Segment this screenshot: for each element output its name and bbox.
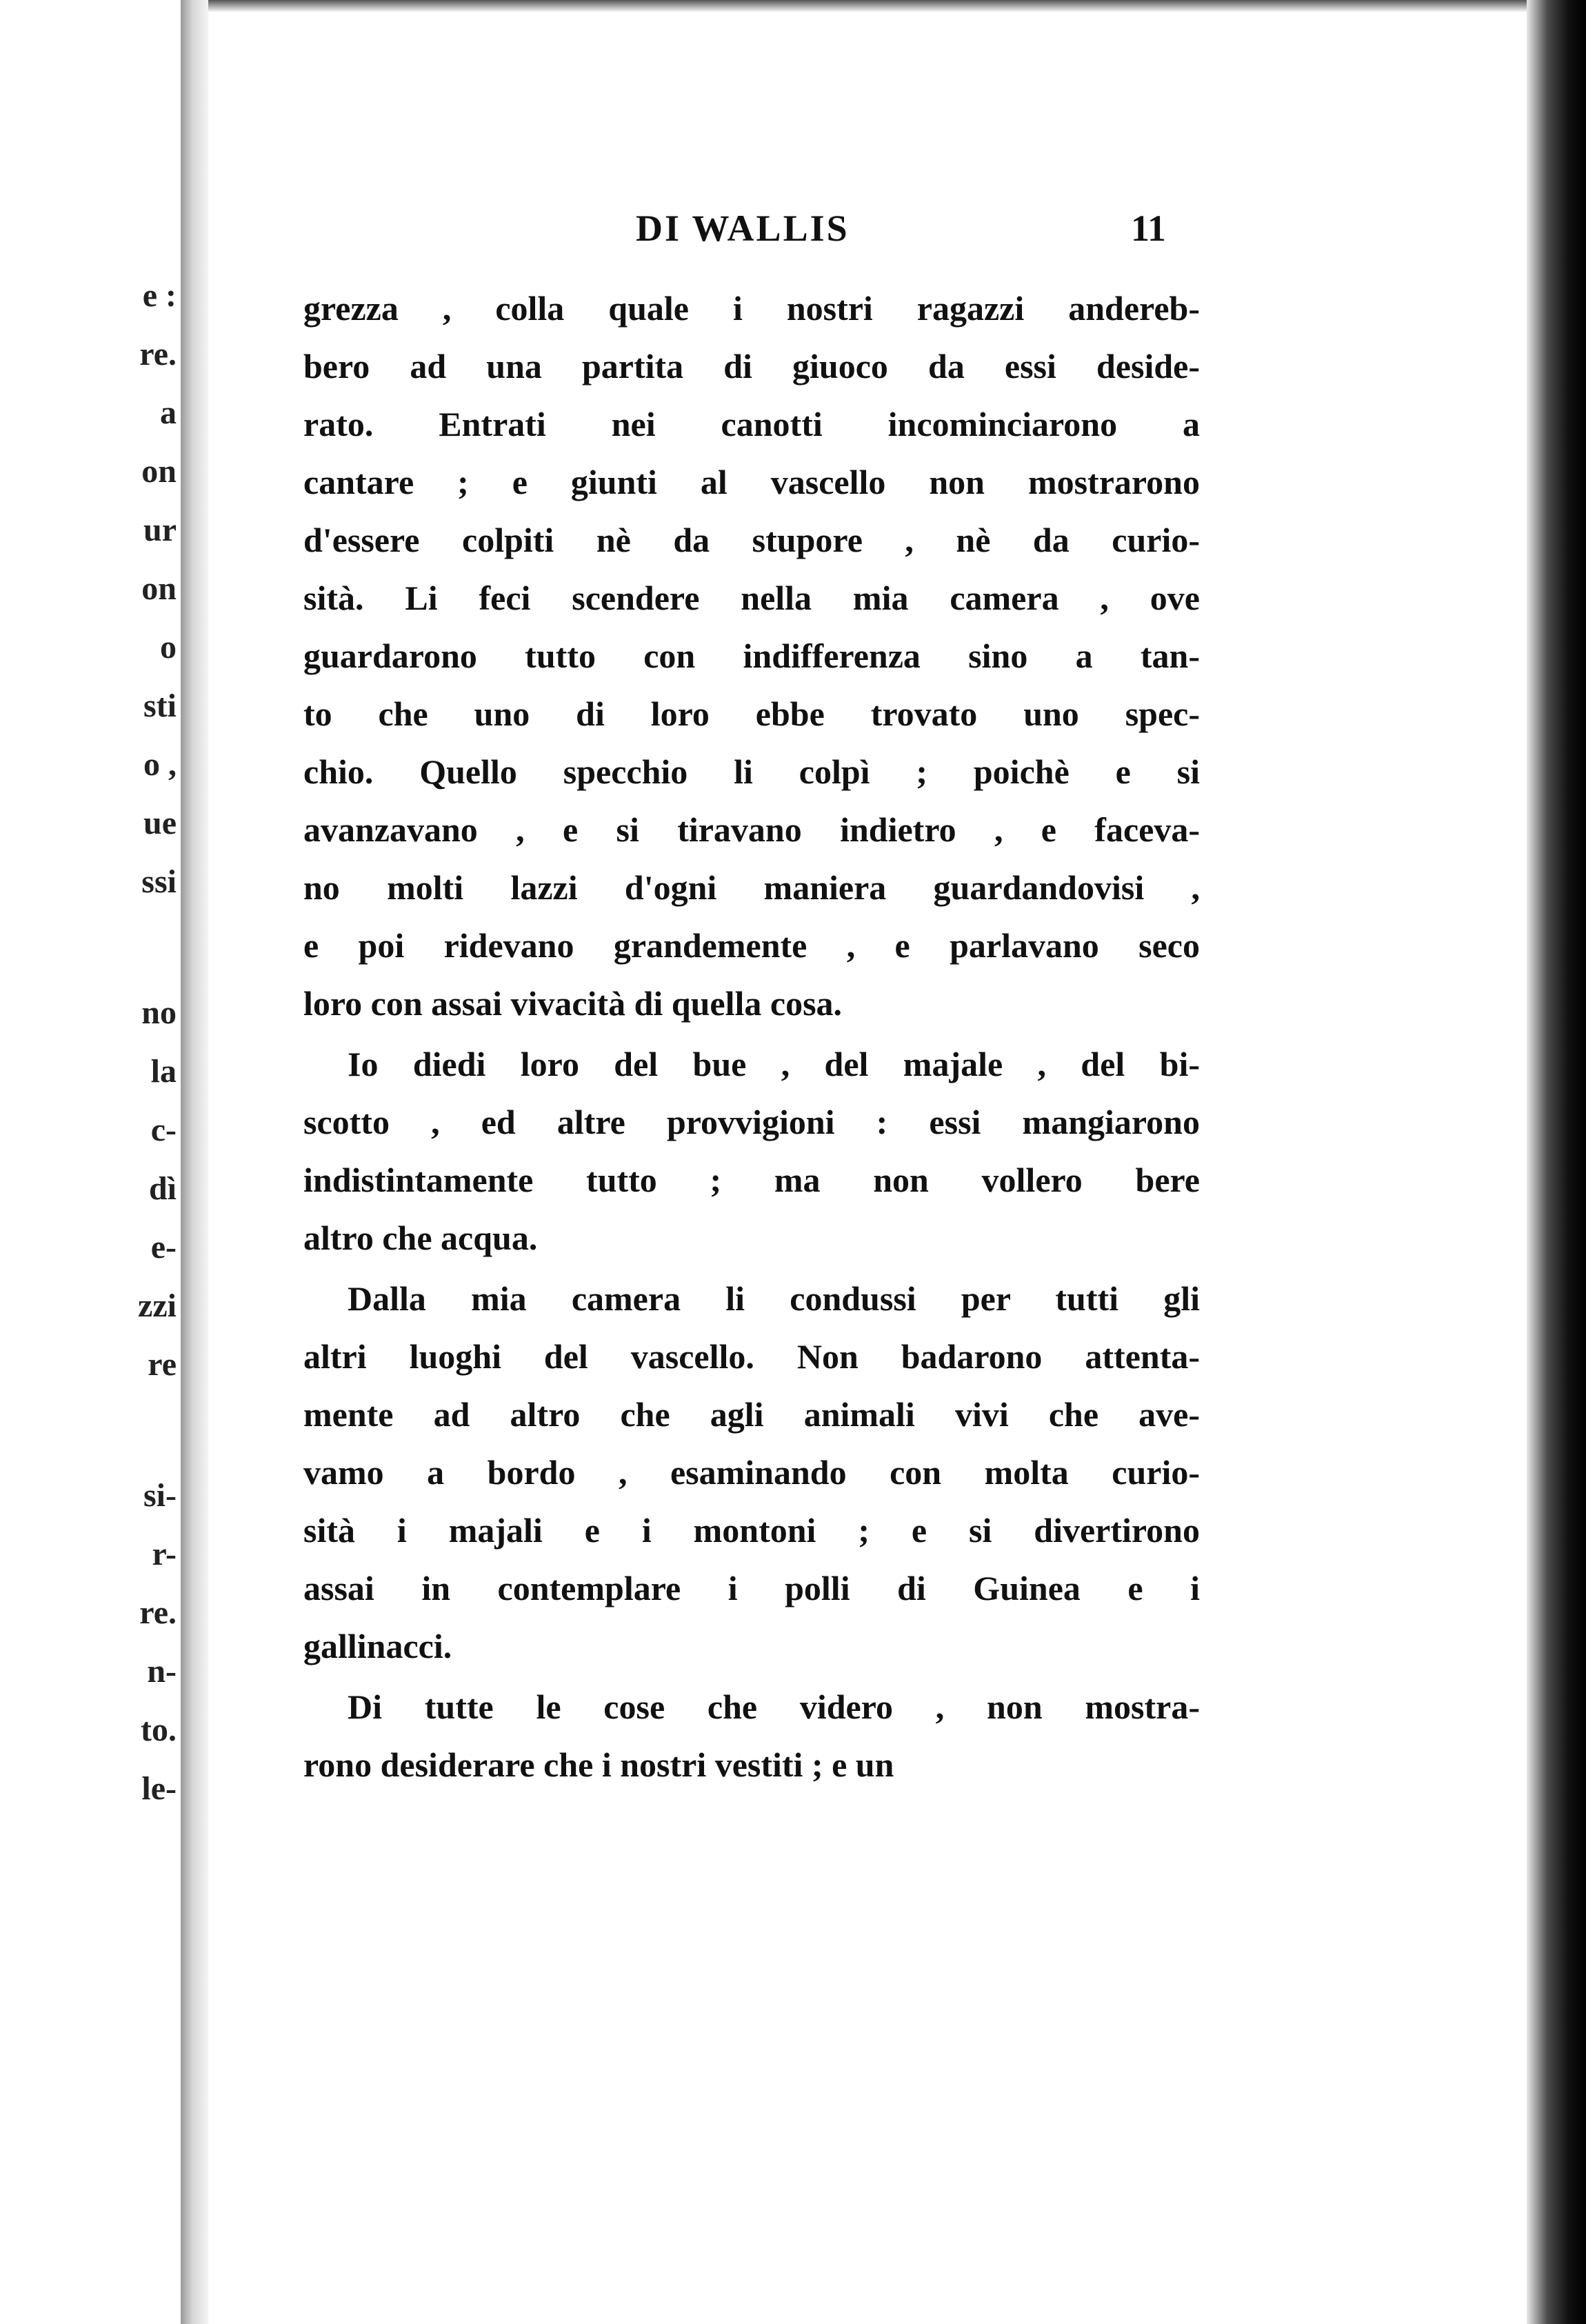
left-fragment: e :: [142, 277, 177, 314]
text-line: chio. Quello specchio li colpì ; poichè e si: [303, 752, 1200, 791]
text-line: vamo a bordo , esaminando con molta curio-: [303, 1453, 1200, 1492]
left-fragment: no: [141, 994, 177, 1031]
left-fragment: on: [141, 570, 177, 607]
paragraph: [303, 279, 1200, 1032]
text-line: altro che acqua.: [303, 1219, 538, 1257]
left-fragment: r-: [152, 1536, 177, 1572]
running-head: DI WALLIS: [636, 208, 850, 249]
left-fragment: to.: [141, 1712, 177, 1748]
text-line: e poi ridevano grandemente , e parlavano seco: [303, 926, 1200, 965]
text-line: rono desiderare che i nostri vestiti ; e un: [303, 1745, 894, 1784]
text-line: sità i majali e i montoni ; e si divertirono: [303, 1511, 1200, 1550]
left-fragment: le-: [141, 1770, 177, 1807]
left-fragment: o: [160, 629, 177, 665]
body-text: [303, 279, 1200, 1794]
left-fragment: ssi: [141, 863, 177, 900]
text-line: guardarono tutto con indifferenza sino a tan-: [303, 637, 1200, 675]
left-fragment: zzi: [138, 1288, 177, 1324]
right-page-edge-shadow: [1527, 0, 1586, 2324]
page-number: 11: [1131, 208, 1167, 249]
left-fragment: ur: [143, 512, 177, 548]
left-fragment: re.: [139, 336, 177, 372]
left-fragment: la: [150, 1053, 177, 1090]
left-fragment-gap: [94, 1394, 177, 1466]
text-line: mente ad altro che agli animali vivi che ave-: [303, 1395, 1200, 1434]
left-fragment: n-: [147, 1653, 177, 1690]
left-fragment: re: [148, 1346, 177, 1383]
text-line: sità. Li feci scendere nella mia camera , ove: [303, 579, 1200, 617]
text-line: grezza , colla quale i nostri ragazzi andereb-: [303, 289, 1200, 328]
text-line: Di tutte le cose che videro , non mostra-: [348, 1687, 1200, 1726]
text-line: indistintamente tutto ; ma non vollero bere: [303, 1161, 1200, 1199]
text-line: bero ad una partita di giuoco da essi deside-: [303, 347, 1200, 385]
text-line: loro con assai vivacità di quella cosa.: [303, 984, 843, 1023]
text-line: scotto , ed altre provvigioni : essi mangiarono: [303, 1103, 1200, 1141]
text-line: altri luoghi del vascello. Non badarono attenta-: [303, 1337, 1200, 1376]
paragraph: [303, 1035, 1200, 1267]
text-line: Io diedi loro del bue , del majale , del bi-: [348, 1045, 1200, 1083]
text-line: no molti lazzi d'ogni maniera guardandovisi ,: [303, 868, 1200, 907]
right-page: [207, 0, 1527, 2324]
left-fragment-gap: [94, 911, 177, 983]
left-fragment: e-: [150, 1229, 177, 1265]
text-line: cantare ; e giunti al vascello non mostrarono: [303, 463, 1200, 501]
paragraph: [303, 1270, 1200, 1675]
text-line: rato. Entrati nei canotti incominciarono a: [303, 405, 1200, 443]
left-fragment: c-: [150, 1112, 177, 1148]
left-fragment: on: [141, 453, 177, 490]
text-line: assai in contemplare i polli di Guinea e i: [303, 1569, 1200, 1607]
paragraph: [303, 1678, 1200, 1794]
book-gutter-shadow: [181, 0, 208, 2324]
text-line: d'essere colpiti nè da stupore , nè da curio-: [303, 521, 1200, 559]
left-fragment: re.: [139, 1594, 177, 1631]
left-fragment: sti: [143, 688, 177, 724]
page-header: [207, 207, 1200, 262]
left-facing-page: [0, 0, 181, 2324]
left-fragment: dì: [148, 1170, 177, 1207]
text-line: Dalla mia camera li condussi per tutti gli: [348, 1279, 1200, 1318]
left-fragment: a: [160, 394, 177, 431]
text-line: gallinacci.: [303, 1627, 452, 1665]
left-fragment: ue: [143, 805, 177, 841]
left-page-text-fragments: [94, 266, 177, 1818]
left-fragment: o ,: [143, 746, 177, 783]
left-fragment: si-: [143, 1477, 177, 1514]
text-line: avanzavano , e si tiravano indietro , e faceva-: [303, 810, 1200, 849]
text-line: to che uno di loro ebbe trovato uno spec-: [303, 694, 1200, 733]
